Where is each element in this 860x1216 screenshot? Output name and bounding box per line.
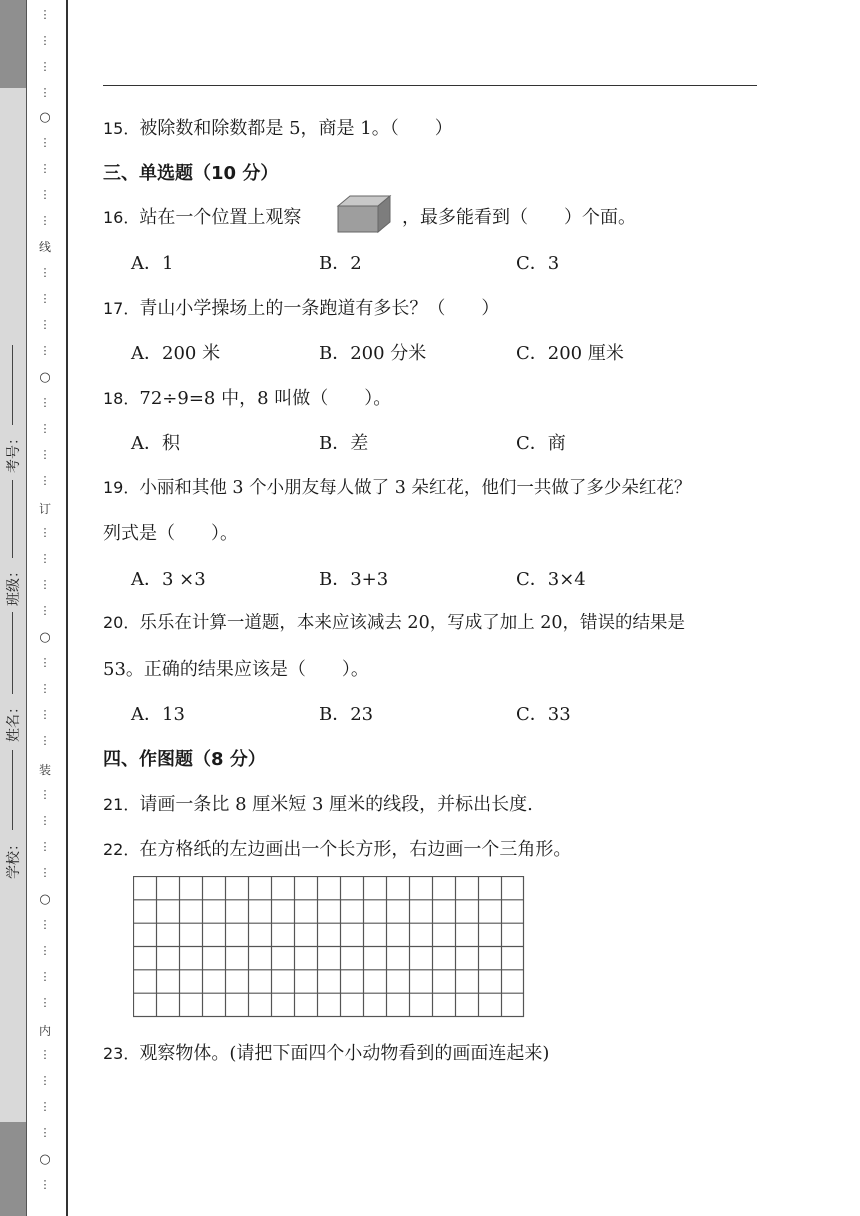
- dot: ⋮: [39, 526, 51, 539]
- dot: ⋮: [39, 970, 51, 983]
- question-number: 15．: [103, 119, 140, 138]
- question-number: 18．: [103, 389, 140, 408]
- dot: ⋮: [39, 944, 51, 957]
- binding-circle: ○: [39, 630, 51, 645]
- q17-option-b: B．200 分米: [319, 343, 427, 364]
- class-underline: [12, 480, 13, 558]
- binding-dark-top: [0, 0, 27, 88]
- dot: ⋮: [39, 996, 51, 1009]
- question-16: [103, 203, 301, 229]
- dot: ⋮: [39, 162, 51, 175]
- section-title-4: 四、作图题（8 分）: [103, 749, 266, 770]
- question-23: [103, 1039, 549, 1065]
- q19-option-c: C．3×4: [516, 569, 586, 590]
- dot: ⋮: [39, 682, 51, 695]
- question-text-line1: 小丽和其他 3 个小朋友每人做了 3 朵红花，他们一共做了多少朵红花？: [139, 478, 692, 498]
- q18-option-b: B．差: [319, 433, 369, 454]
- dot: ⋮: [39, 34, 51, 47]
- binding-margin: [0, 0, 70, 1216]
- dot: ⋮: [39, 8, 51, 21]
- name-label: 姓名：: [6, 700, 22, 742]
- question-21: [103, 790, 533, 816]
- question-22: [103, 835, 571, 861]
- question-18: [103, 384, 391, 410]
- dot: ⋮: [39, 292, 51, 305]
- dot: ⋮: [39, 344, 51, 357]
- binding-gray-strip: [0, 0, 27, 1216]
- binding-outer-line: [66, 0, 68, 1216]
- binding-circle: ○: [39, 110, 51, 125]
- question-text: 在方格纸的左边画出一个长方形，右边画一个三角形。: [139, 839, 572, 860]
- dot: ⋮: [39, 552, 51, 565]
- question-text: 72÷9=8 中，8 叫做（ ）。: [139, 388, 392, 409]
- binding-dots-column: [38, 0, 52, 1216]
- class-label: 班级：: [6, 564, 22, 606]
- dot: ⋮: [39, 656, 51, 669]
- dot: ⋮: [39, 814, 51, 827]
- question-text: 青山小学操场上的一条跑道有多长？（ ）: [139, 298, 500, 319]
- school-label: 学校：: [6, 837, 22, 879]
- q18-option-a: A．积: [131, 433, 180, 454]
- binding-char-xian: 线: [38, 240, 51, 254]
- question-number: 21．: [103, 795, 140, 814]
- question-20: [103, 609, 685, 634]
- question-number: 23．: [103, 1044, 140, 1063]
- binding-dark-bottom: [0, 1122, 27, 1216]
- dot: ⋮: [39, 86, 51, 99]
- dot: ⋮: [39, 136, 51, 149]
- dot: ⋮: [39, 188, 51, 201]
- q20-option-b: B．23: [319, 704, 374, 725]
- number-underline: [12, 345, 13, 425]
- question-text-line1: 乐乐在计算一道题，本来应该减去 20，写成了加上 20，错误的结果是: [139, 613, 686, 633]
- q20-option-a: A．13: [131, 704, 185, 725]
- q19-option-a: A．3 ×3: [131, 569, 206, 590]
- dot: ⋮: [39, 604, 51, 617]
- q16-option-b: B．2: [319, 253, 362, 274]
- question-number: 22．: [103, 840, 140, 859]
- dot: ⋮: [39, 866, 51, 879]
- question-16-text-after: ，最多能看到（ ）个面。: [402, 207, 636, 228]
- question-15: [103, 114, 453, 140]
- binding-circle: ○: [39, 370, 51, 385]
- question-20-line2: 53。正确的结果应该是（ ）。: [103, 659, 369, 680]
- dot: ⋮: [39, 788, 51, 801]
- question-19-line2: 列式是（ ）。: [103, 523, 238, 544]
- dot: ⋮: [39, 1178, 51, 1191]
- question-text: 站在一个位置上观察: [139, 207, 302, 228]
- q19-option-b: B．3+3: [319, 569, 389, 590]
- cuboid-icon: [336, 194, 392, 234]
- question-text: 请画一条比 8 厘米短 3 厘米的线段，并标出长度.: [139, 794, 533, 815]
- dot: ⋮: [39, 1100, 51, 1113]
- header-rule: [103, 85, 757, 86]
- question-text: 被除数和除数都是 5，商是 1。（ ）: [139, 118, 453, 139]
- dot: ⋮: [39, 214, 51, 227]
- q17-option-a: A．200 米: [131, 343, 221, 364]
- question-number: 20．: [103, 613, 140, 632]
- binding-circle: ○: [39, 892, 51, 907]
- dot: ⋮: [39, 1126, 51, 1139]
- dot: ⋮: [39, 448, 51, 461]
- question-number: 17．: [103, 299, 140, 318]
- binding-inner-line: [26, 0, 27, 1216]
- binding-char-zhuang: 装: [38, 763, 51, 777]
- dot: ⋮: [39, 422, 51, 435]
- dot: ⋮: [39, 266, 51, 279]
- dot: ⋮: [39, 918, 51, 931]
- q18-option-c: C．商: [516, 433, 566, 454]
- dot: ⋮: [39, 474, 51, 487]
- school-underline: [12, 750, 13, 830]
- question-17: [103, 294, 499, 320]
- number-label: 考号：: [6, 431, 22, 473]
- dot: ⋮: [39, 708, 51, 721]
- binding-circle: ○: [39, 1152, 51, 1167]
- name-underline: [12, 612, 13, 694]
- q20-option-c: C．33: [516, 704, 571, 725]
- binding-char-nei: 内: [38, 1024, 51, 1038]
- question-number: 16．: [103, 208, 140, 227]
- dot: ⋮: [39, 578, 51, 591]
- q17-option-c: C．200 厘米: [516, 343, 624, 364]
- dot: ⋮: [39, 318, 51, 331]
- question-number: 19．: [103, 478, 140, 497]
- binding-char-ding: 订: [38, 502, 51, 516]
- q16-option-c: C．3: [516, 253, 560, 274]
- section-title-3: 三、单选题（10 分）: [103, 163, 279, 184]
- square-grid-paper: [133, 876, 525, 1018]
- dot: ⋮: [39, 396, 51, 409]
- dot: ⋮: [39, 1074, 51, 1087]
- question-text: 观察物体。(请把下面四个小动物看到的画面连起来): [139, 1043, 550, 1064]
- question-19: [103, 474, 691, 499]
- dot: ⋮: [39, 1048, 51, 1061]
- dot: ⋮: [39, 734, 51, 747]
- q16-option-a: A．1: [131, 253, 174, 274]
- dot: ⋮: [39, 840, 51, 853]
- dot: ⋮: [39, 60, 51, 73]
